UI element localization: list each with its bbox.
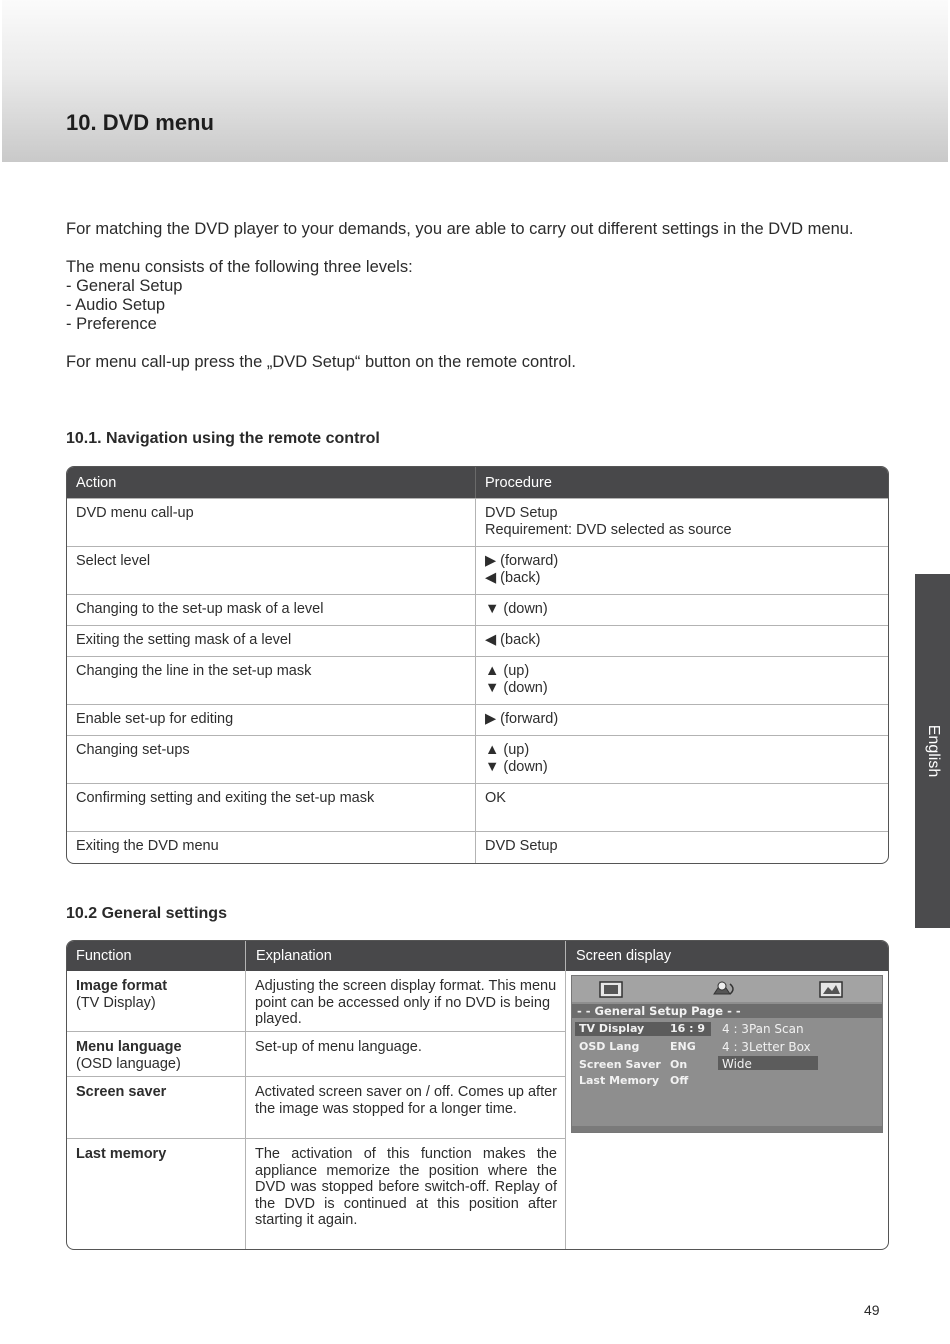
explanation-cell: Adjusting the screen display format. This menu point can be accessed only if no DVD is being played. [255,978,557,1027]
section-heading-general-settings: 10.2 General settings [66,905,227,922]
osd-icons-svg [572,976,882,1002]
level-audio-setup: - Audio Setup [66,296,166,314]
osd-item-label: Last Memory [579,1074,660,1087]
level-preference: - Preference [66,315,157,333]
explanation-cell: The activation of this function makes the appliance memorize the position where the DVD was stopped before switch-off. Replay of the DVD is continued at this position after starting it again. [255,1146,557,1228]
action-cell: Select level [67,547,476,594]
speaker-audio-icon [714,982,733,994]
action-cell: Changing to the set-up mask of a level [67,595,476,625]
procedure-line: DVD Setup [485,838,558,854]
osd-screen-display [571,975,883,1133]
table-row [67,546,888,594]
navigation-table [66,466,889,864]
intro-paragraph-3: For menu call-up press the „DVD Setup“ button on the remote control. [66,353,576,371]
action-cell: Enable set-up for editing [67,705,476,735]
column-divider [245,941,246,1249]
header-screen-display: Screen display [576,948,672,964]
page-title: 10. DVD menu [66,110,214,135]
procedure-line: DVD Setup [485,505,558,521]
osd-item-value: 16 : 9 [670,1022,706,1035]
procedure-line: ▼ (down) [485,601,548,617]
procedure-line: ▼ (down) [485,680,548,696]
function-subtitle: (OSD language) [76,1055,181,1072]
table-header-row [67,941,888,971]
osd-page-title: - - General Setup Page - - [577,1004,741,1018]
row-divider [67,1031,565,1032]
osd-item-value: On [670,1058,688,1071]
osd-option: 4 : 3Pan Scan [722,1022,804,1036]
procedure-line: ▶ (forward) [485,711,559,727]
intro-paragraph-1: For matching the DVD player to your demands, you are able to carry out different settings in the DVD menu. [66,220,854,238]
procedure-line: OK [485,790,506,806]
header-function: Function [76,948,132,964]
osd-item-label: TV Display [579,1022,645,1035]
osd-item-label: OSD Lang [579,1040,640,1053]
menu-levels-list [66,258,888,334]
procedure-line: Requirement: DVD selected as source [485,522,732,538]
table-row [67,656,888,704]
osd-item-value: Off [670,1074,689,1087]
procedure-cell [476,595,888,625]
procedure-cell [476,784,888,831]
row-divider [67,1076,565,1077]
action-cell: Confirming setting and exiting the set-up mask [67,784,476,831]
procedure-cell [476,547,888,594]
procedure-line: ▲ (up) [485,663,530,679]
function-cell [76,1039,241,1072]
procedure-cell [476,705,888,735]
function-cell [76,1146,241,1163]
explanation-cell: Activated screen saver on / off. Comes up after the image was stopped for a longer time. [255,1084,557,1117]
procedure-cell [476,736,888,783]
header-procedure: Procedure [485,475,552,491]
procedure-cell [476,657,888,704]
table-row [67,594,888,625]
function-subtitle: (TV Display) [76,994,156,1011]
osd-item-label: Screen Saver [579,1058,661,1071]
table-row [67,831,888,863]
explanation-cell: Set-up of menu language. [255,1039,422,1055]
action-cell: Changing the line in the set-up mask [67,657,476,704]
table-row [67,735,888,783]
language-side-tab [915,574,950,928]
page-number: 49 [864,1302,880,1318]
osd-option: Wide [722,1057,752,1071]
function-name: Screen saver [76,1084,167,1100]
preference-icon [820,982,842,997]
procedure-cell [476,832,888,863]
procedure-line: ▶ (forward) [485,553,559,569]
procedure-line: ◀ (back) [485,570,541,586]
function-cell [76,1084,241,1101]
procedure-cell [476,626,888,656]
general-settings-table [66,940,889,1250]
intro-text [66,220,888,391]
action-cell: Changing set-ups [67,736,476,783]
level-general-setup: - General Setup [66,277,183,295]
function-name: Last memory [76,1146,167,1162]
header-action: Action [67,467,476,498]
osd-item-value: ENG [670,1040,696,1053]
menu-levels-intro: The menu consists of the following three levels: [66,258,413,276]
function-name: Menu language [76,1039,182,1055]
action-cell: Exiting the DVD menu [67,832,476,863]
row-divider [67,1138,565,1139]
column-divider [565,941,566,1249]
tv-general-icon [600,982,622,997]
osd-bottom-bar [572,1126,882,1132]
header-band [2,0,948,162]
table-row [67,783,888,831]
osd-option: 4 : 3Letter Box [722,1040,811,1054]
procedure-line: ▼ (down) [485,759,548,775]
section-heading-navigation: 10.1. Navigation using the remote control [66,430,380,447]
function-cell [76,978,241,1011]
procedure-cell [476,499,888,546]
function-name: Image format [76,978,168,994]
table-row [67,704,888,735]
osd-icon-bar [572,976,882,1002]
table-header-row [67,467,888,498]
action-cell: Exiting the setting mask of a level [67,626,476,656]
side-tab-label: English [924,724,942,778]
table-row [67,498,888,546]
table-row [67,625,888,656]
procedure-line: ◀ (back) [485,632,541,648]
action-cell: DVD menu call-up [67,499,476,546]
header-explanation: Explanation [256,948,332,964]
procedure-line: ▲ (up) [485,742,530,758]
